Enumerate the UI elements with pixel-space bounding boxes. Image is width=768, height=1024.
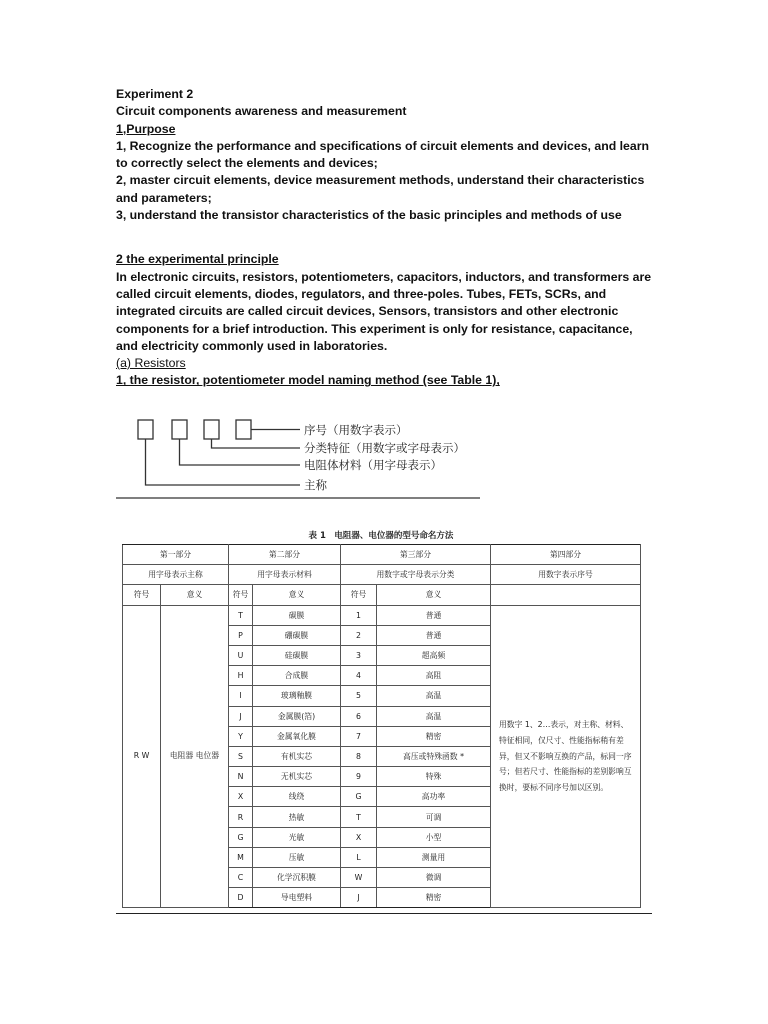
sub-header: 意义 bbox=[161, 585, 229, 605]
naming-diagram-lines bbox=[116, 410, 486, 502]
class-meaning: 可调 bbox=[377, 807, 491, 827]
principle-heading: 2 the experimental principle bbox=[116, 252, 279, 267]
material-symbol: R bbox=[229, 807, 253, 827]
class-meaning: 精密 bbox=[377, 888, 491, 908]
group-description: 用数字或字母表示分类 bbox=[341, 565, 491, 585]
class-meaning: 高温 bbox=[377, 686, 491, 706]
class-symbol: W bbox=[341, 868, 377, 888]
class-symbol: 3 bbox=[341, 645, 377, 665]
group-header: 第二部分 bbox=[229, 545, 341, 565]
material-meaning: 硼碳膜 bbox=[253, 625, 341, 645]
material-symbol: G bbox=[229, 827, 253, 847]
class-symbol: T bbox=[341, 807, 377, 827]
document-text bbox=[116, 86, 656, 390]
class-meaning: 高压或特殊函数 * bbox=[377, 746, 491, 766]
part1-meaning: 电阻器 电位器 bbox=[161, 605, 229, 908]
class-meaning: 特殊 bbox=[377, 767, 491, 787]
class-symbol: G bbox=[341, 787, 377, 807]
purpose-heading: 1,Purpose bbox=[116, 121, 176, 136]
class-symbol: J bbox=[341, 888, 377, 908]
material-meaning: 合成膜 bbox=[253, 666, 341, 686]
class-meaning: 高功率 bbox=[377, 787, 491, 807]
material-meaning: 光敏 bbox=[253, 827, 341, 847]
material-meaning: 无机实芯 bbox=[253, 767, 341, 787]
material-symbol: U bbox=[229, 645, 253, 665]
purpose-item-1: 1, Recognize the performance and specifications of circuit elements and devices, and learn to correctly select the elements and devices; bbox=[116, 138, 650, 171]
sub-header: 意义 bbox=[377, 585, 491, 605]
group-header: 第三部分 bbox=[341, 545, 491, 565]
material-symbol: D bbox=[229, 888, 253, 908]
sub-header-empty bbox=[491, 585, 641, 605]
purpose-item-2: 2, master circuit elements, device measurement methods, understand their characteristics and parameters; bbox=[116, 173, 645, 205]
class-symbol: 5 bbox=[341, 686, 377, 706]
purpose-item-3: 3, understand the transistor characteristics of the basic principles and methods of use bbox=[116, 208, 622, 223]
class-meaning: 高阻 bbox=[377, 666, 491, 686]
material-meaning: 有机实芯 bbox=[253, 746, 341, 766]
material-meaning: 导电塑料 bbox=[253, 888, 341, 908]
material-symbol: S bbox=[229, 746, 253, 766]
material-symbol: C bbox=[229, 868, 253, 888]
spacer bbox=[116, 224, 656, 251]
resistors-heading: (a) Resistors bbox=[116, 356, 186, 371]
class-symbol: 7 bbox=[341, 726, 377, 746]
principle-body: In electronic circuits, resistors, potentiometers, capacitors, inductors, and transformers are called circuit elements, diodes, regulators, and three-poles. Tubes, FETs, SCRs, and integrated circuits are called circuit devices, Sensors, transistors and other electronic components for a brief introduction. This experiment is only for resistance, capacitance, and electricity commonly used in laboratories. bbox=[116, 269, 652, 353]
class-meaning: 微调 bbox=[377, 868, 491, 888]
table-sub-header-row bbox=[123, 585, 641, 605]
sub-header: 意义 bbox=[253, 585, 341, 605]
class-meaning: 普通 bbox=[377, 625, 491, 645]
material-symbol: M bbox=[229, 847, 253, 867]
naming-table-section bbox=[122, 528, 640, 908]
group-header: 第一部分 bbox=[123, 545, 229, 565]
naming-method-heading: 1, the resistor, potentiometer model naming method (see Table 1), bbox=[116, 373, 500, 388]
group-header: 第四部分 bbox=[491, 545, 641, 565]
group-description: 用数字表示序号 bbox=[491, 565, 641, 585]
material-meaning: 金属膜(箔) bbox=[253, 706, 341, 726]
material-meaning: 金属氧化膜 bbox=[253, 726, 341, 746]
material-meaning: 压敏 bbox=[253, 847, 341, 867]
class-symbol: 9 bbox=[341, 767, 377, 787]
diagram-label-sequence: 序号（用数字表示） bbox=[304, 423, 408, 437]
sub-header: 符号 bbox=[229, 585, 253, 605]
diagram-label-material: 电阻体材料（用字母表示） bbox=[304, 458, 442, 472]
class-meaning: 测量用 bbox=[377, 847, 491, 867]
sub-header: 符号 bbox=[341, 585, 377, 605]
diagram-label-main-name: 主称 bbox=[304, 478, 327, 492]
class-meaning: 高温 bbox=[377, 706, 491, 726]
class-symbol: 4 bbox=[341, 666, 377, 686]
class-meaning: 普通 bbox=[377, 605, 491, 625]
material-symbol: T bbox=[229, 605, 253, 625]
part4-description: 用数字 1、2…表示，对主称、材料、特征相同，仅尺寸、性能指标稍有差异，但又不影响互换的产品，标同一序号；但若尺寸、性能指标的差别影响互换时，要标不同序号加以区别。 bbox=[491, 605, 641, 908]
class-symbol: 6 bbox=[341, 706, 377, 726]
bottom-rule bbox=[116, 913, 652, 914]
material-symbol: H bbox=[229, 666, 253, 686]
class-meaning: 超高频 bbox=[377, 645, 491, 665]
material-meaning: 碳膜 bbox=[253, 605, 341, 625]
material-symbol: N bbox=[229, 767, 253, 787]
material-meaning: 化学沉积膜 bbox=[253, 868, 341, 888]
material-meaning: 硅碳膜 bbox=[253, 645, 341, 665]
material-meaning: 玻璃釉膜 bbox=[253, 686, 341, 706]
class-meaning: 精密 bbox=[377, 726, 491, 746]
material-meaning: 线绕 bbox=[253, 787, 341, 807]
material-symbol: Y bbox=[229, 726, 253, 746]
class-symbol: 1 bbox=[341, 605, 377, 625]
group-description: 用字母表示材料 bbox=[229, 565, 341, 585]
model-naming-diagram bbox=[116, 410, 486, 502]
table-title: 表 1 电阻器、电位器的型号命名方法 bbox=[308, 531, 454, 541]
document-title: Circuit components awareness and measurement bbox=[116, 104, 407, 119]
sub-header: 符号 bbox=[123, 585, 161, 605]
material-symbol: I bbox=[229, 686, 253, 706]
naming-table bbox=[122, 544, 641, 908]
class-symbol: X bbox=[341, 827, 377, 847]
group-description: 用字母表示主称 bbox=[123, 565, 229, 585]
part1-symbols: R W bbox=[123, 605, 161, 908]
material-symbol: J bbox=[229, 706, 253, 726]
table-group-header-row bbox=[123, 545, 641, 565]
class-symbol: L bbox=[341, 847, 377, 867]
material-symbol: X bbox=[229, 787, 253, 807]
table-group-desc-row bbox=[123, 565, 641, 585]
experiment-label: Experiment 2 bbox=[116, 87, 194, 101]
diagram-label-classification: 分类特征（用数字或字母表示） bbox=[304, 441, 465, 455]
class-symbol: 2 bbox=[341, 625, 377, 645]
table-row bbox=[123, 605, 641, 625]
material-meaning: 热敏 bbox=[253, 807, 341, 827]
class-meaning: 小型 bbox=[377, 827, 491, 847]
material-symbol: P bbox=[229, 625, 253, 645]
class-symbol: 8 bbox=[341, 746, 377, 766]
